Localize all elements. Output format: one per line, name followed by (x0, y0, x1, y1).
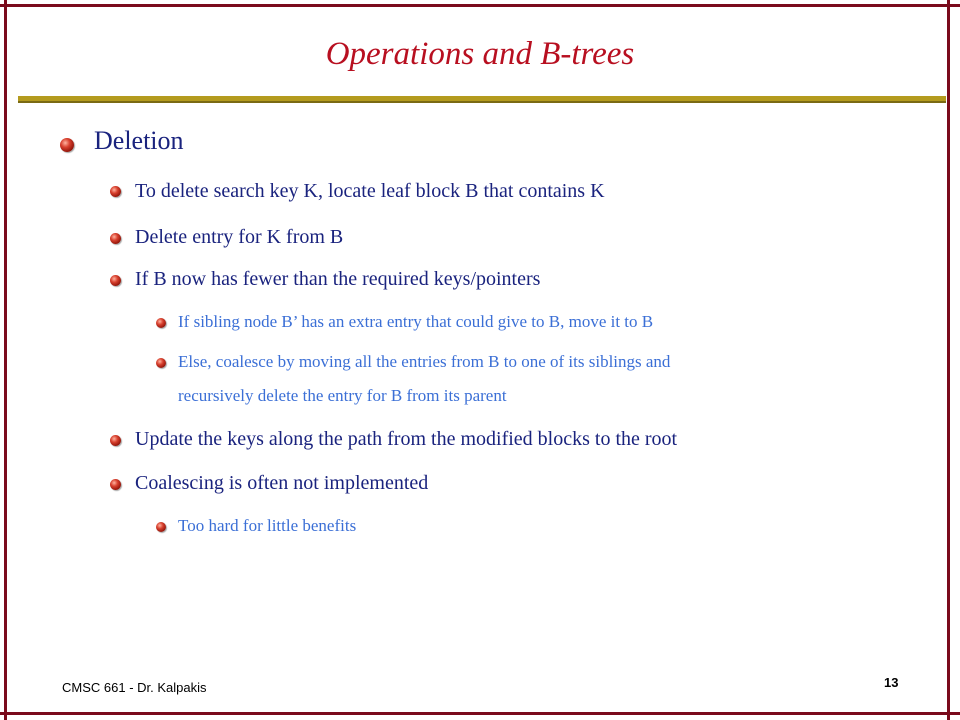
list-item: Too hard for little benefits (178, 516, 357, 535)
frame-top-border (0, 4, 960, 7)
bullet-icon (110, 186, 121, 197)
list-item: If sibling node B’ has an extra entry that could give to B, move it to B (178, 312, 654, 331)
list-item-deletion: Deletion (94, 126, 184, 155)
page-number: 13 (884, 675, 899, 690)
list-item: If B now has fewer than the required keys/pointers (135, 268, 541, 290)
title-divider (18, 96, 946, 103)
bullet-icon (110, 479, 121, 490)
list-item: Delete entry for K from B (135, 226, 344, 248)
slide-title: Operations and B-trees (325, 36, 635, 72)
frame-left-border (4, 0, 7, 720)
list-item: Else, coalesce by moving all the entries from B to one of its siblings and (178, 352, 671, 371)
bullet-icon (60, 138, 74, 152)
bullet-icon (110, 275, 121, 286)
frame-right-border (947, 0, 950, 720)
bullet-icon (156, 522, 166, 532)
list-item-continuation: recursively delete the entry for B from its parent (178, 386, 507, 405)
list-item: To delete search key K, locate leaf block B that contains K (135, 180, 605, 202)
bullet-icon (110, 233, 121, 244)
bullet-icon (110, 435, 121, 446)
footer-course: CMSC 661 - Dr. Kalpakis (62, 680, 207, 695)
list-item: Coalescing is often not implemented (135, 472, 429, 494)
bullet-icon (156, 318, 166, 328)
list-item: Update the keys along the path from the modified blocks to the root (135, 428, 678, 450)
frame-bottom-border (0, 712, 960, 715)
bullet-icon (156, 358, 166, 368)
